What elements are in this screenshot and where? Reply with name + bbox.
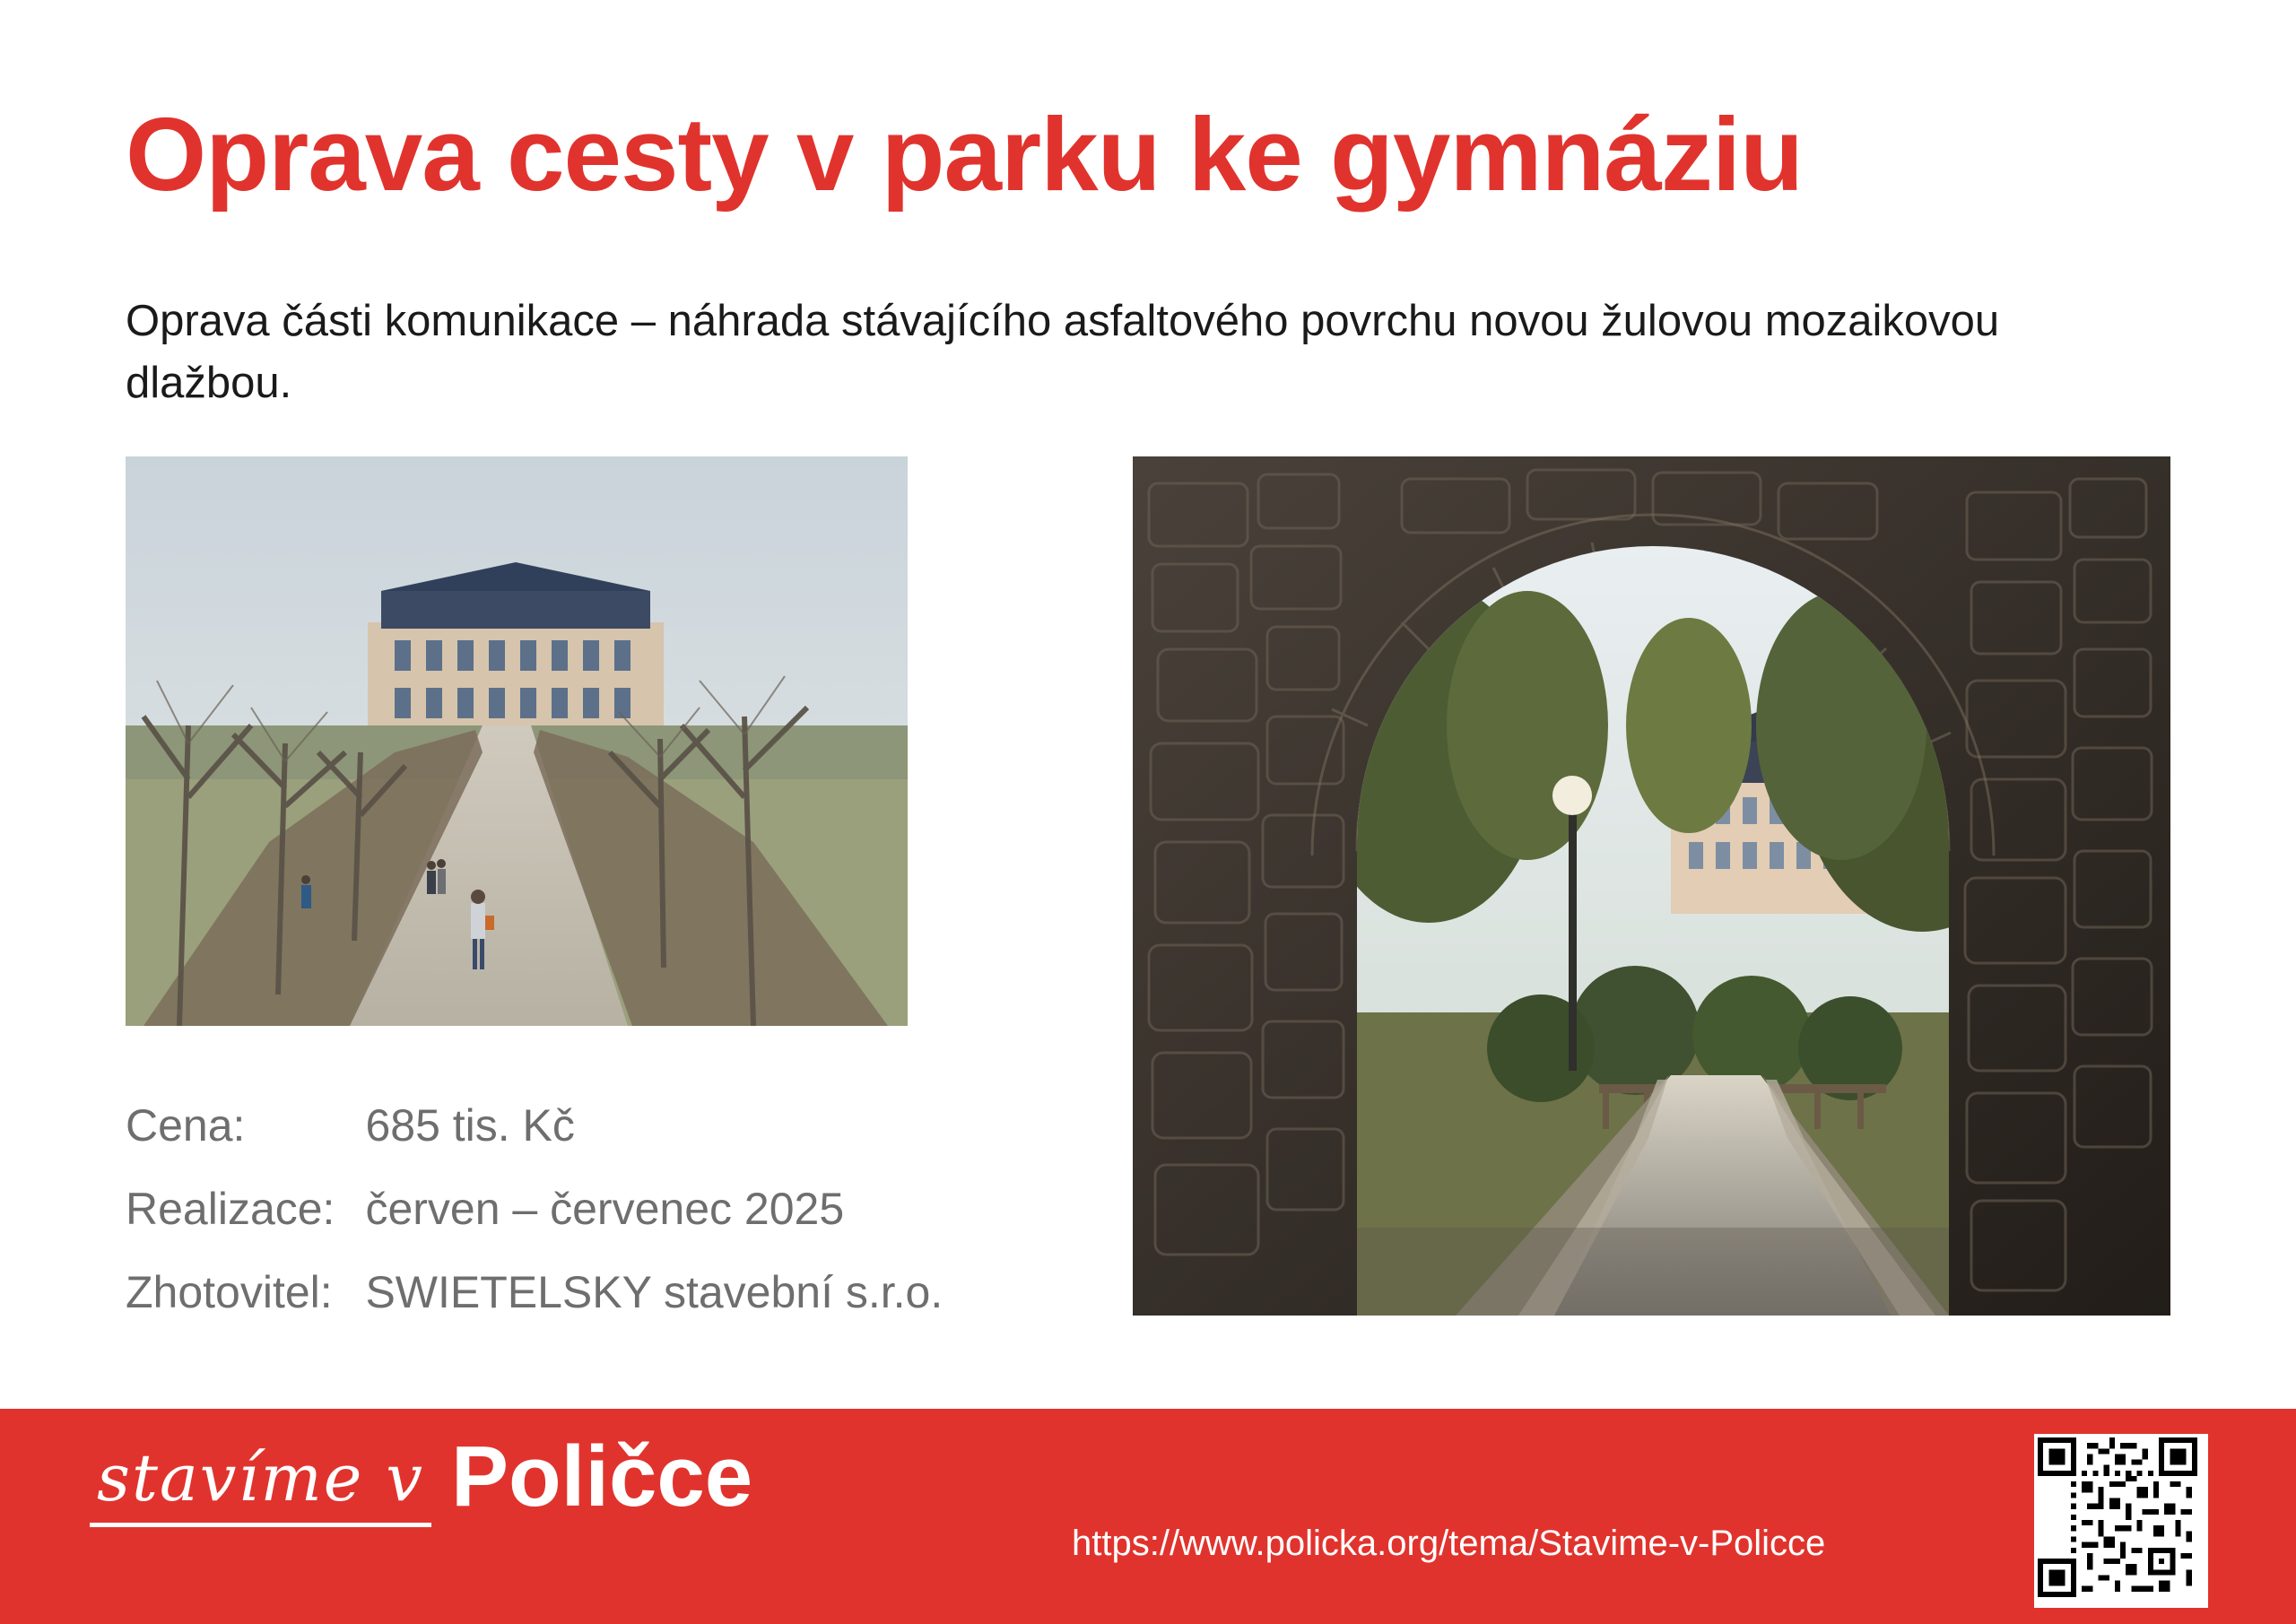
brand-script-text: stavíme v: [90, 1446, 431, 1527]
price-value: 685 tis. Kč: [365, 1099, 575, 1151]
website-url[interactable]: https://www.policka.org/tema/Stavime-v-Policce: [1072, 1524, 1826, 1563]
footer-band: [0, 1409, 2296, 1624]
intro-paragraph: Oprava části komunikace – náhrada stávajícího asfaltového povrchu novou žulovou mozaikovou dlažbou.: [126, 296, 2000, 408]
page-title: Oprava cesty v parku ke gymnáziu: [126, 96, 1803, 213]
stone-archway-illustration: [1133, 456, 2170, 1316]
info-block: [126, 1092, 943, 1342]
qr-code-icon[interactable]: [2034, 1434, 2208, 1608]
park-alley-photo: [126, 456, 908, 1026]
price-label: Cena:: [126, 1099, 246, 1151]
realization-value: červen – červenec 2025: [365, 1183, 845, 1234]
brand-logo: [90, 1429, 753, 1527]
realization-label: Realizace:: [126, 1183, 335, 1234]
qr-code-svg: [2038, 1437, 2197, 1597]
table-row: [126, 1092, 943, 1176]
table-row: [126, 1176, 943, 1259]
brand-city-text: Poličce: [450, 1429, 753, 1524]
table-row: [126, 1259, 943, 1342]
contractor-value: SWIETELSKY stavební s.r.o.: [365, 1266, 944, 1317]
stone-archway-photo: [1133, 456, 2170, 1316]
content-area: [0, 415, 2296, 1409]
contractor-label: Zhotovitel:: [126, 1266, 333, 1317]
info-table: [126, 1092, 943, 1342]
park-alley-illustration: [126, 456, 908, 1026]
